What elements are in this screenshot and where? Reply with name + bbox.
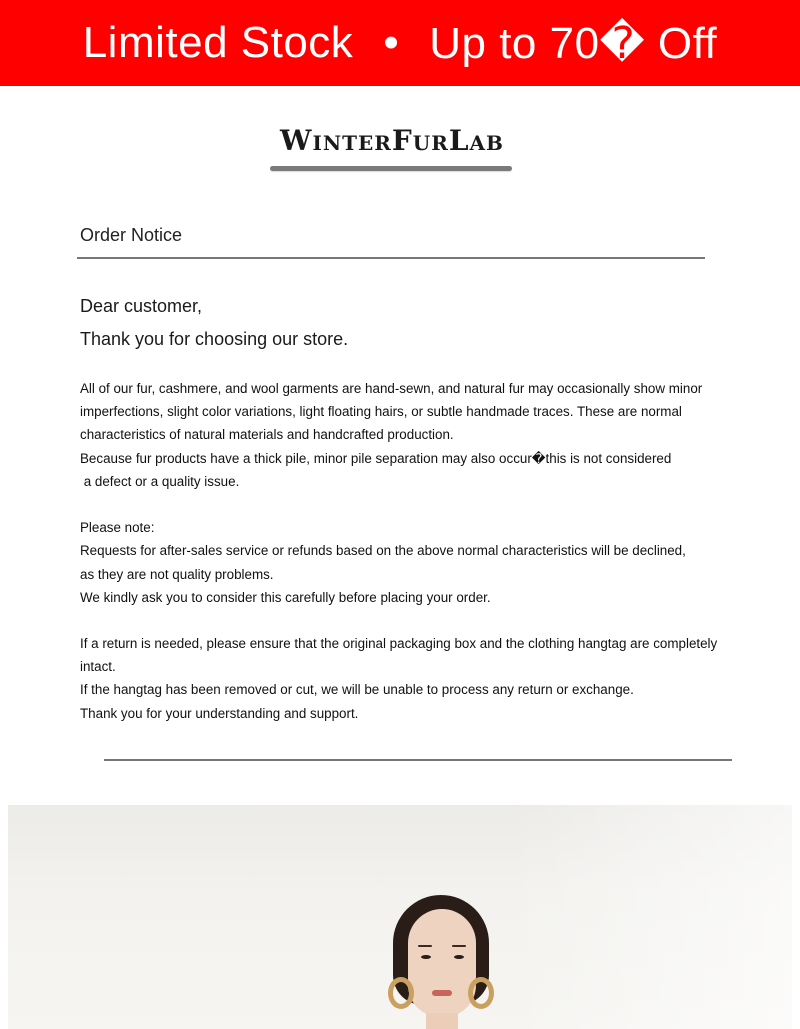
logo-underline: [270, 166, 512, 171]
model-brow: [418, 945, 432, 947]
body-line: a defect or a quality issue.: [80, 473, 240, 489]
body-line: Please note:: [80, 520, 155, 536]
body-line: Requests for after-sales service or refunds based on the above normal characteristics will be declined,: [80, 543, 686, 559]
body-spacer: [80, 609, 720, 632]
promo-left-text: Limited Stock: [82, 18, 354, 67]
model-photo-icon: [8, 805, 792, 1029]
notice-body: [80, 377, 720, 725]
body-line: characteristics of natural materials and handcrafted production.: [80, 427, 454, 443]
promo-right-text: Up to 70� Off: [429, 18, 718, 68]
earring-icon: [388, 977, 414, 1009]
body-line: All of our fur, cashmere, and wool garments are hand-sewn, and natural fur may occasionally show minor: [80, 381, 703, 396]
body-spacer: [80, 493, 720, 516]
body-line: as they are not quality problems.: [80, 566, 274, 582]
promo-banner: [0, 0, 800, 86]
body-line: Because fur products have a thick pile, minor pile separation may also occur�this is not considered: [80, 450, 672, 466]
body-line: If a return is needed, please ensure that the original packaging box and the clothing hangtag are completely: [80, 636, 718, 652]
model-neck: [426, 1013, 458, 1029]
photo-highlight: [508, 805, 792, 1029]
model-brow: [452, 945, 466, 947]
body-line: intact.: [80, 659, 116, 675]
promo-separator: •: [383, 18, 400, 67]
greeting: [80, 290, 348, 356]
earring-icon: [468, 977, 494, 1009]
model-eye: [454, 955, 464, 959]
title-divider: [77, 257, 705, 259]
body-line: imperfections, slight color variations, light floating hairs, or subtle handmade traces. These are normal: [80, 404, 682, 420]
body-line: If the hangtag has been removed or cut, we will be unable to process any return or exchange.: [80, 682, 634, 698]
section-divider: [104, 759, 732, 761]
body-line: Thank you for your understanding and support.: [80, 705, 359, 721]
notice-title: Order Notice: [80, 225, 183, 245]
body-line: We kindly ask you to consider this carefully before placing your order.: [80, 589, 491, 605]
greeting-line: Dear customer,: [80, 296, 203, 316]
model-lips: [432, 990, 452, 996]
greeting-line: Thank you for choosing our store.: [80, 329, 349, 349]
model-eye: [421, 955, 431, 959]
brand-logo: WinterFurLab: [280, 124, 504, 157]
model-face: [408, 909, 476, 1017]
